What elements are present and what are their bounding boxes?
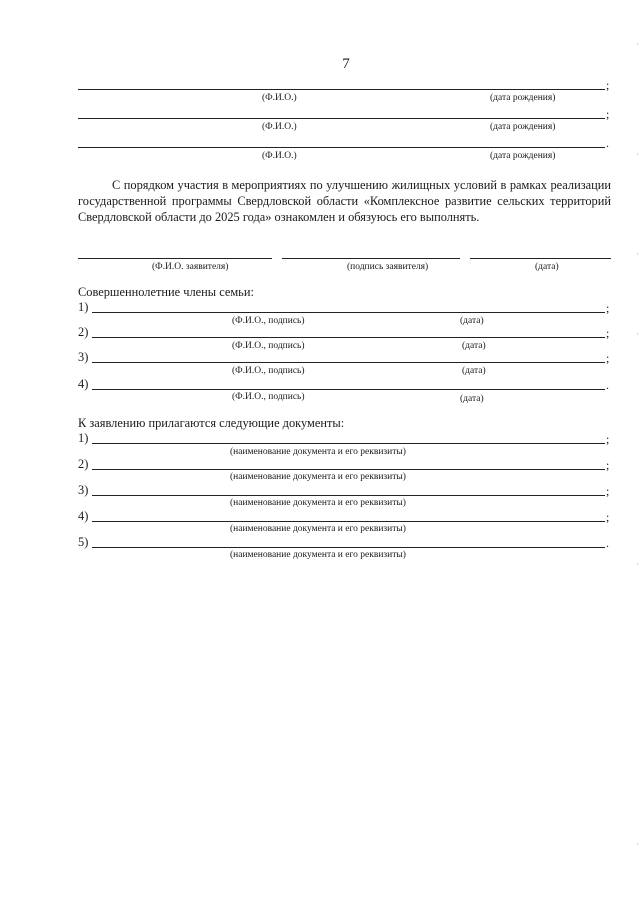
fio-line[interactable] xyxy=(78,89,605,90)
row-end-mark: ; xyxy=(606,510,610,524)
document-line[interactable] xyxy=(92,495,605,496)
row-end-mark: ; xyxy=(606,432,610,446)
document-number: 5) xyxy=(78,535,89,549)
document-line[interactable] xyxy=(92,547,605,548)
member-date-caption: (дата) xyxy=(462,366,486,376)
birth-date-caption: (дата рождения) xyxy=(490,122,556,132)
member-line[interactable] xyxy=(92,337,605,338)
document-number: 2) xyxy=(78,457,89,471)
applicant-signature-line[interactable] xyxy=(282,258,460,259)
applicant-date-caption: (дата) xyxy=(535,262,559,272)
row-end-mark: ; xyxy=(606,107,610,121)
document-number: 4) xyxy=(78,509,89,523)
member-date-caption: (дата) xyxy=(460,394,484,404)
scan-edge-mark: · xyxy=(636,40,639,49)
members-heading: Совершеннолетние члены семьи: xyxy=(78,285,254,299)
scan-edge-mark: · xyxy=(636,150,639,159)
member-caption: (Ф.И.О., подпись) xyxy=(232,392,305,402)
fio-caption: (Ф.И.О.) xyxy=(262,122,297,132)
applicant-signature-caption: (подпись заявителя) xyxy=(347,262,429,272)
document-caption: (наименование документа и его реквизиты) xyxy=(230,550,406,560)
document-caption: (наименование документа и его реквизиты) xyxy=(230,498,406,508)
document-caption: (наименование документа и его реквизиты) xyxy=(230,472,406,482)
statement-paragraph: С порядком участия в мероприятиях по улучшению жилищных условий в рамках реализации государственной программы Свердловской области «Комплексное развитие сельских территорий Свердловской области до 2025 года» ознакомлен и обязуюсь его выполнять. xyxy=(78,178,611,224)
scan-edge-mark: · xyxy=(636,840,639,849)
document-caption: (наименование документа и его реквизиты) xyxy=(230,524,406,534)
applicant-fio-line[interactable] xyxy=(78,258,272,259)
member-number: 3) xyxy=(78,350,89,364)
applicant-date-line[interactable] xyxy=(470,258,611,259)
fio-caption: (Ф.И.О.) xyxy=(262,93,297,103)
member-number: 4) xyxy=(78,377,89,391)
member-caption: (Ф.И.О., подпись) xyxy=(232,366,305,376)
row-end-mark: ; xyxy=(606,78,610,92)
member-date-caption: (дата) xyxy=(462,341,486,351)
row-end-mark: . xyxy=(606,136,609,150)
row-end-mark: ; xyxy=(606,351,610,365)
member-line[interactable] xyxy=(92,312,605,313)
member-number: 1) xyxy=(78,300,89,314)
fio-line[interactable] xyxy=(78,147,605,148)
birth-date-caption: (дата рождения) xyxy=(490,93,556,103)
member-line[interactable] xyxy=(92,362,605,363)
member-caption: (Ф.И.О., подпись) xyxy=(232,341,305,351)
row-end-mark: . xyxy=(606,536,609,550)
scan-edge-mark: · xyxy=(636,250,639,259)
member-date-caption: (дата) xyxy=(460,316,484,326)
fio-caption: (Ф.И.О.) xyxy=(262,151,297,161)
scan-edge-mark: · xyxy=(636,330,639,339)
page-number: 7 xyxy=(342,56,350,72)
member-line[interactable] xyxy=(92,389,605,390)
row-end-mark: ; xyxy=(606,301,610,315)
document-line[interactable] xyxy=(92,521,605,522)
documents-heading: К заявлению прилагаются следующие документы: xyxy=(78,416,345,430)
row-end-mark: ; xyxy=(606,458,610,472)
row-end-mark: ; xyxy=(606,326,610,340)
document-number: 3) xyxy=(78,483,89,497)
row-end-mark: ; xyxy=(606,484,610,498)
document-number: 1) xyxy=(78,431,89,445)
fio-line[interactable] xyxy=(78,118,605,119)
member-caption: (Ф.И.О., подпись) xyxy=(232,316,305,326)
applicant-fio-caption: (Ф.И.О. заявителя) xyxy=(152,262,229,272)
document-line[interactable] xyxy=(92,469,605,470)
scan-edge-mark: · xyxy=(636,560,639,569)
document-caption: (наименование документа и его реквизиты) xyxy=(230,447,406,457)
birth-date-caption: (дата рождения) xyxy=(490,151,556,161)
member-number: 2) xyxy=(78,325,89,339)
row-end-mark: . xyxy=(606,378,609,392)
document-line[interactable] xyxy=(92,443,605,444)
